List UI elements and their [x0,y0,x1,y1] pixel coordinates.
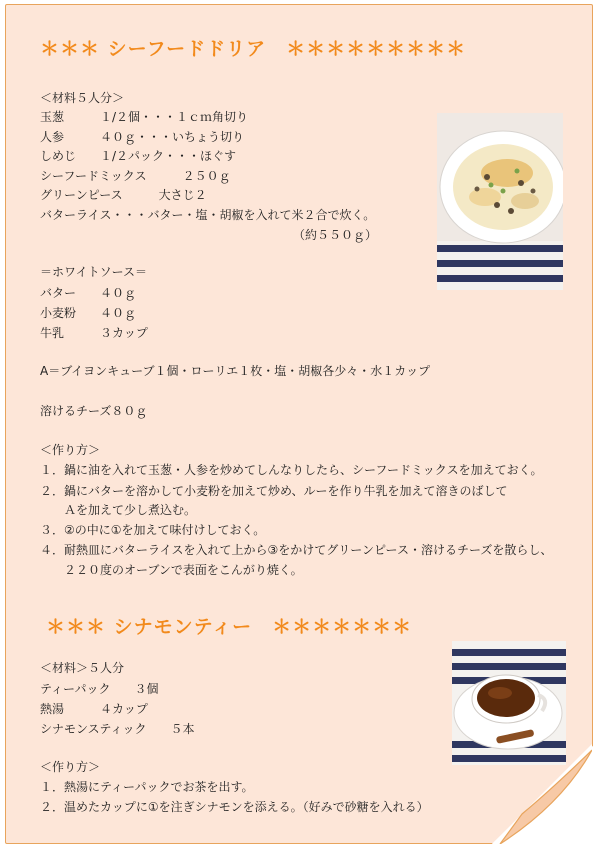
ingredient-line: A＝ブイヨンキューブ１個・ローリエ１枚・塩・胡椒各少々・水１カップ [40,364,431,378]
cinnamon-tea-photo [452,641,566,765]
ingredient-line: 熱湯 ４カップ [40,702,148,716]
recipe-1-title: ＊＊＊ シーフードドリア ＊＊＊＊＊＊＊＊＊ [40,38,467,60]
ingredient-line: 牛乳 ３カップ [40,326,148,340]
method-step: ２．温めたカップに①を注ぎシナモンを添える。（好みで砂糖を入れる） [40,800,429,814]
white-sauce-heading: ＝ホワイトソース＝ [40,265,148,279]
method-step: ４．耐熱皿にバターライスを入れて上から③をかけてグリーンピース・溶けるチーズを散らし、 [40,543,553,557]
method-step: １．熱湯にティーパックでお茶を出す。 [40,780,254,794]
method-heading: ＜作り方＞ [40,760,101,774]
ingredients-heading: ＜材料＞５人分 [40,661,125,675]
ingredient-line: 人参 ４０ｇ・・・いちょう切り [40,130,245,144]
method-step: １．鍋に油を入れて玉葱・人参を炒めてしんなりしたら、シーフードミックスを加えておく。 [40,463,543,477]
method-heading: ＜作り方＞ [40,443,101,457]
method-step: Ａを加えて少し煮込む。 [64,503,197,517]
ingredient-line: シーフードミックス ２５０ｇ [40,169,231,183]
ingredient-line: 溶けるチーズ８０ｇ [40,404,148,418]
ingredient-line: グリーンピース 大さじ２ [40,188,207,202]
method-step: ３．②の中に①を加えて味付けしておく。 [40,523,266,537]
method-step: ２２０度のオーブンで表面をこんがり焼く。 [64,563,303,577]
ingredient-line: しめじ １/２パック・・・ほぐす [40,149,237,163]
ingredient-line: 小麦粉 ４０ｇ [40,306,137,320]
ingredient-line: （約５５０ｇ） [293,228,378,242]
ingredient-line: シナモンスティック ５本 [40,722,195,736]
ingredient-line: バターライス・・・バター・塩・胡椒を入れて米２合で炊く。 [40,208,376,222]
ingredient-line: 玉葱 １/２個・・・１ｃｍ角切り [40,110,249,124]
ingredient-line: ティーパック ３個 [40,682,159,696]
ingredients-heading: ＜材料５人分＞ [40,91,125,105]
seafood-doria-photo [437,113,563,290]
method-step: ２．鍋にバターを溶かして小麦粉を加えて炒め、ルーを作り牛乳を加えて溶きのばして [40,484,508,498]
recipe-2-title: ＊＊＊ シナモンティー ＊＊＊＊＊＊＊ [46,616,413,638]
ingredient-line: バター ４０ｇ [40,286,137,300]
